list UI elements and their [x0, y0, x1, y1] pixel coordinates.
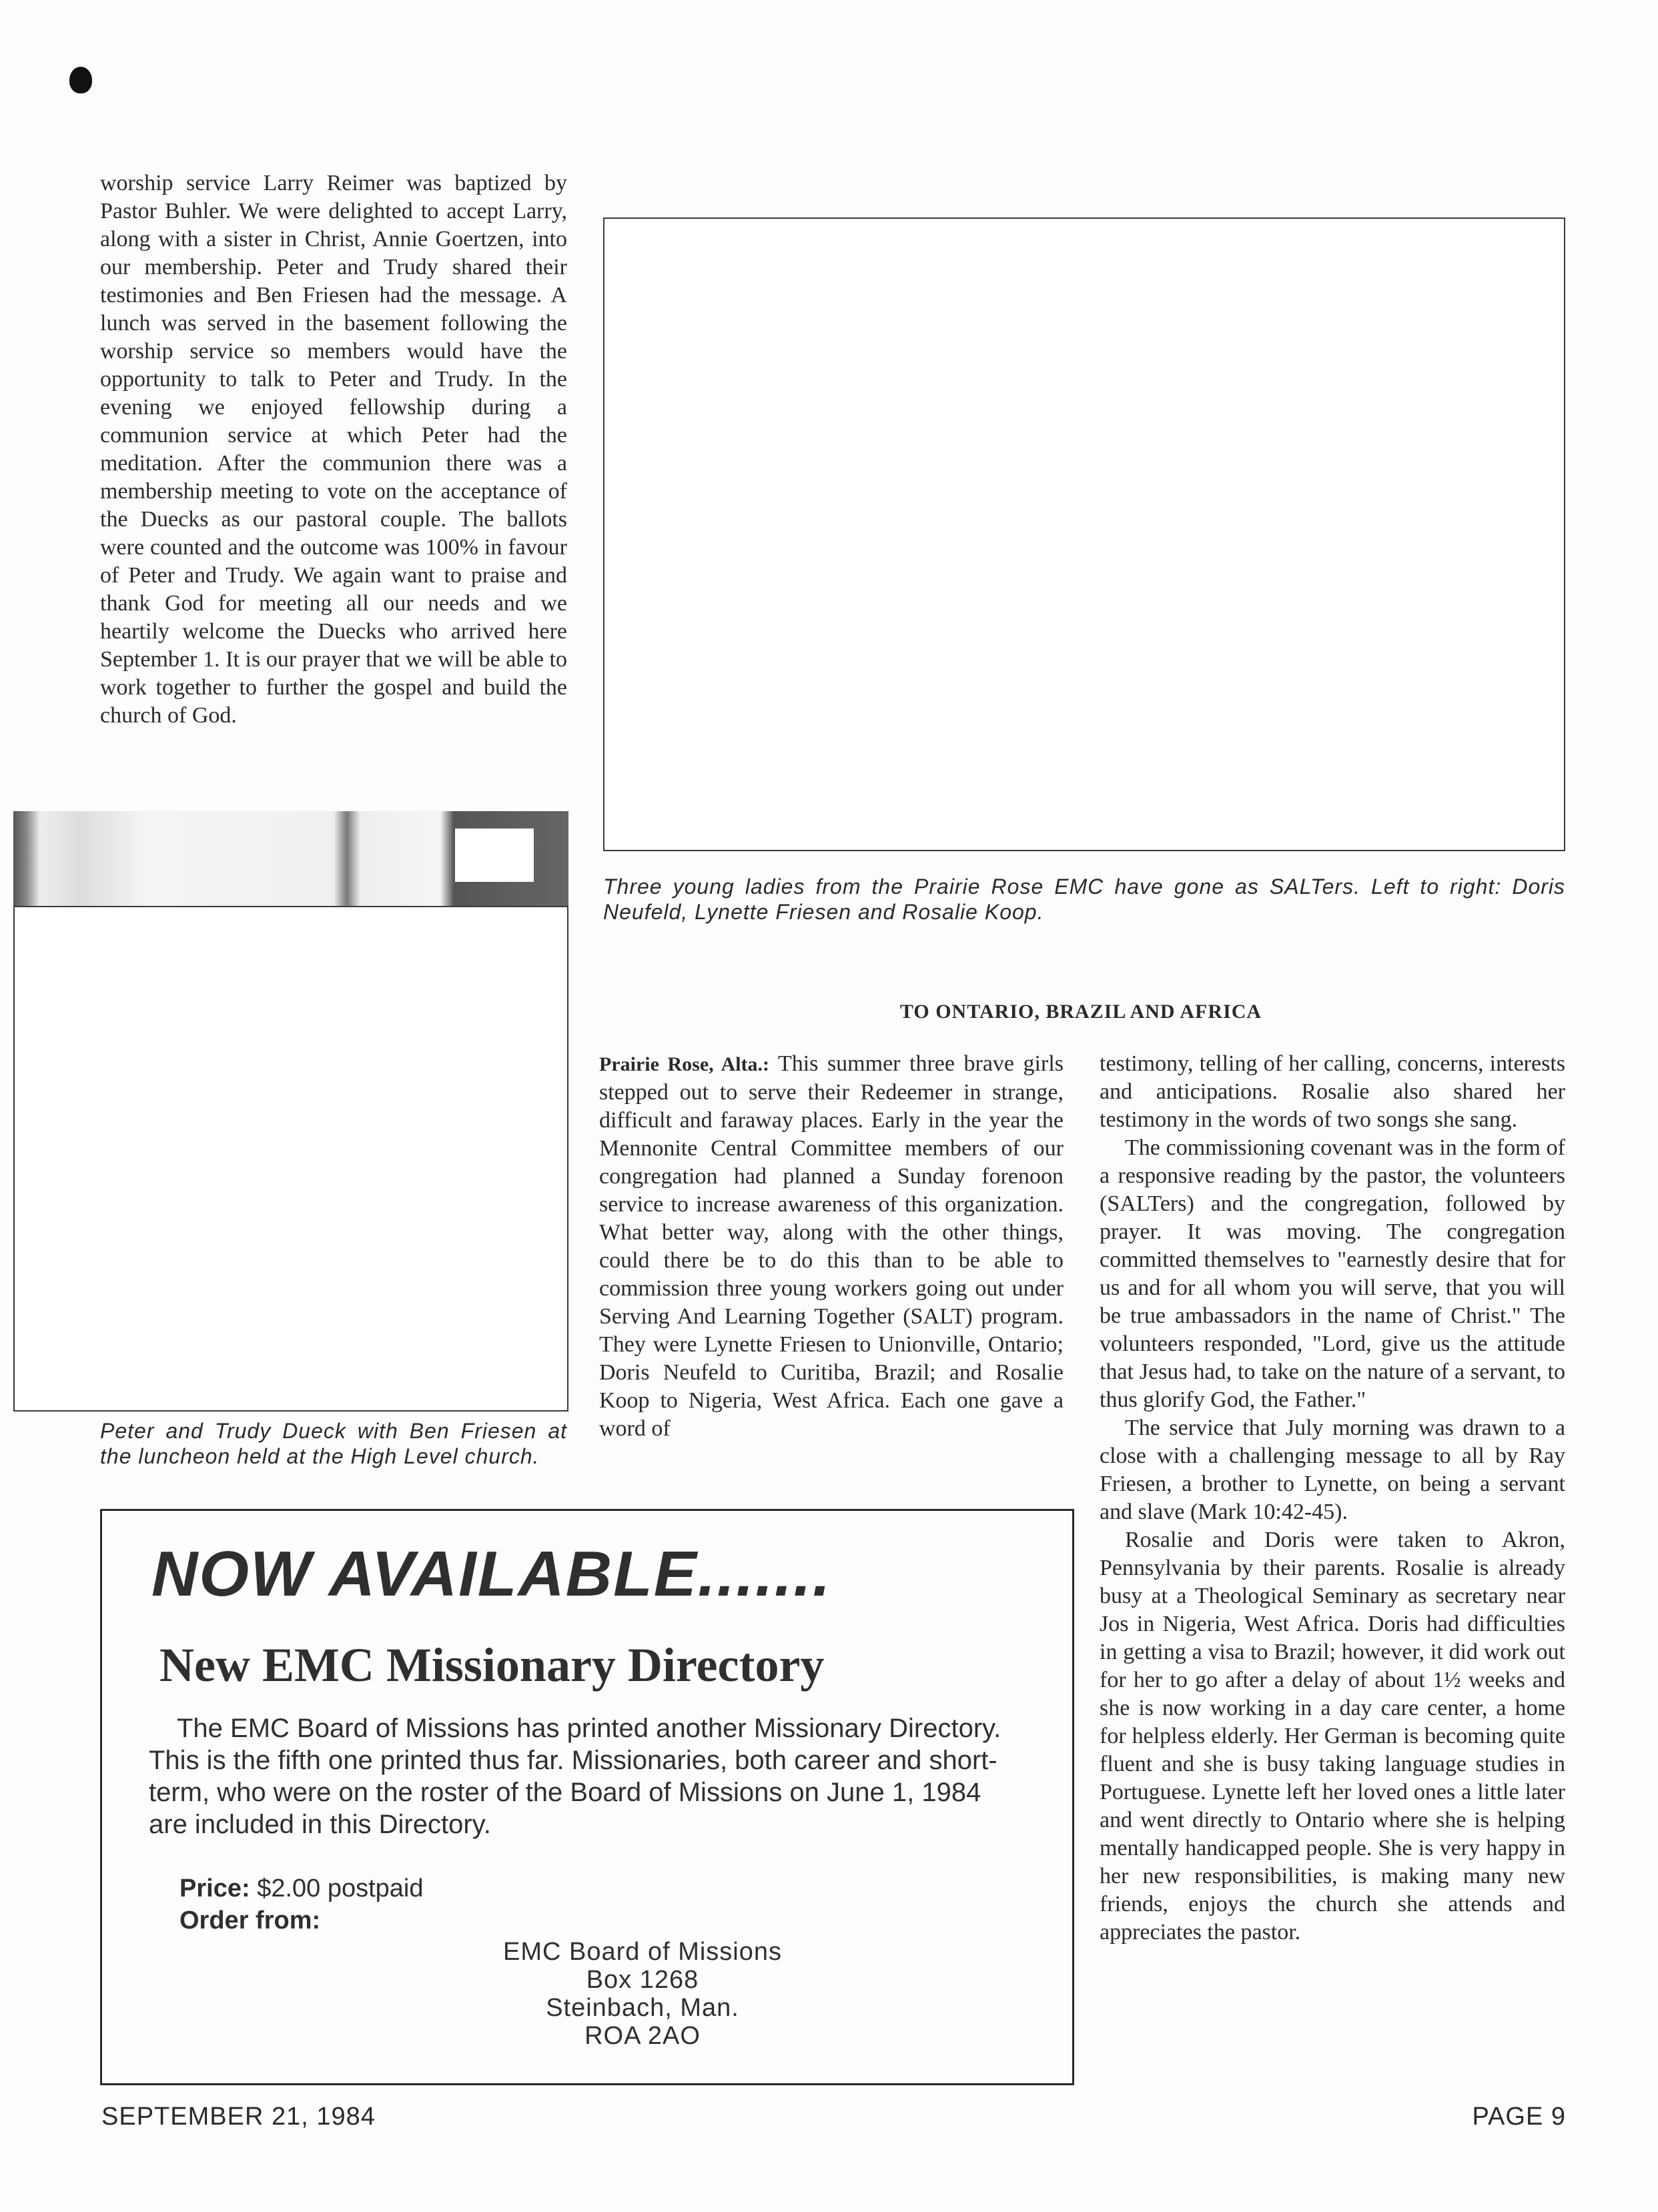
ad-address-line: ROA 2AO [584, 2022, 701, 2050]
article-col1-paragraph [599, 1050, 1064, 1443]
ad-box [100, 1509, 1074, 2085]
ad-address-line: Box 1268 [586, 1966, 699, 1994]
ad-price-label: Price: [179, 1874, 250, 1902]
photo-left-caption: Peter and Trudy Dueck with Ben Friesen at the luncheon held at the High Level church. [100, 1419, 567, 1468]
photo-left [13, 811, 568, 1412]
ad-address [409, 1938, 876, 2050]
article-col2-paragraph-1: testimony, telling of her calling, concerns, interests and anticipations. Rosalie also shared her testimony in the words of two songs she sang. [1100, 1051, 1565, 1132]
article-col2-paragraph-2: The commissioning covenant was in the form of a responsive reading by the pastor, the volunteers (SALTers) and the congregation, followed by prayer. It was moving. The congregation committed themselves to "earnestly desire that for us and for all whom you will serve, that you will be true ambassadors in the name of Christ." The volunteers responded, "Lord, give us the attitude that Jesus had, to take on the nature of a servant, to thus glorify God, the Father." [1100, 1135, 1565, 1412]
article-col2-paragraph-3: The service that July morning was drawn to a close with a challenging message to all by Ray Friesen, a brother to Lynette, on being a servant and slave (Mark 10:42-45). [1100, 1416, 1565, 1524]
photo-left-frame [13, 906, 568, 1412]
ad-price-value: $2.00 postpaid [257, 1874, 424, 1902]
article-col2-paragraph-4: Rosalie and Doris were taken to Akron, Pennsylvania by their parents. Rosalie is already busy at a Theological Seminary as secretary near Jos in Nigeria, West Africa. Doris had difficulties in getting a visa to Brazil; however, it did work out for her to go after a delay of about 1½ weeks and she is now working in a day care center, a home for helpless elderly. Her German is becoming quite fluent and she is busy taking language studies in Portuguese. Lynette left her loved ones a little later and went directly to Ontario where she is helping mentally handicapped people. She is very happy in her new responsibilities, is making many new friends, enjoys the church she attends and appreciates the pastor. [1100, 1528, 1565, 1945]
article-dateline: Prairie Rose, Alta.: [599, 1053, 770, 1075]
photo-right-caption: Three young ladies from the Prairie Rose EMC have gone as SALTers. Left to right: Doris Neufeld, Lynette Friesen and Rosalie Koop. [603, 875, 1565, 924]
article-headline: TO ONTARIO, BRAZIL AND AFRICA [899, 1001, 1262, 1023]
article-col1-text: This summer three brave girls stepped out to serve their Redeemer in strange, difficult and faraway places. Early in the year the Mennonite Central Committee members of our congregation had planned a Sunday forenoon service to increase awareness of this organization. What better way, along with the other things, could there be to do this than to be able to commission three young workers going out under Serving And Learning Together (SALT) program. They were Lynette Friesen to Unionville, Ontario; Doris Neufeld to Curitiba, Brazil; and Rosalie Koop to Nigeria, West Africa. Each one gave a word of [599, 1051, 1064, 1441]
ad-headline: NOW AVAILABLE....... [151, 1538, 832, 1610]
article-column-1 [599, 1050, 1064, 1443]
article-column-2 [1100, 1050, 1565, 1947]
ad-address-line: Steinbach, Man. [546, 1994, 739, 2022]
footer-date: SEPTEMBER 21, 1984 [101, 2103, 376, 2131]
punch-hole-mark [69, 67, 92, 93]
photo-left-white-patch [455, 828, 534, 882]
ad-price-line [179, 1874, 424, 1903]
ad-subheadline: New EMC Missionary Directory [159, 1638, 825, 1692]
ad-order-label: Order from: [179, 1906, 321, 1934]
ad-body: The EMC Board of Missions has printed another Missionary Directory. This is the fifth one printed thus far. Missionaries, both career and short-term, who were on the roster of the Board of Missions on June 1, 1984 are included in this Directory. [149, 1714, 1001, 1839]
photo-right-frame [603, 217, 1565, 851]
left-article-text [100, 169, 567, 730]
footer-page-number: PAGE 9 [1472, 2103, 1566, 2131]
ad-address-line: EMC Board of Missions [502, 1938, 782, 1966]
left-article-paragraph: worship service Larry Reimer was baptized by Pastor Buhler. We were delighted to accept Larry, along with a sister in Christ, Annie Goertzen, into our membership. Peter and Trudy shared their testimonies and Ben Friesen had the message. A lunch was served in the basement following the worship service so members would have the opportunity to talk to Peter and Trudy. In the evening we enjoyed fellowship during a communion service at which Peter had the meditation. After the communion there was a membership meeting to vote on the acceptance of the Duecks as our pastoral couple. The ballots were counted and the outcome was 100% in favour of Peter and Trudy. We again want to praise and thank God for meeting all our needs and we heartily welcome the Duecks who arrived here September 1. It is our prayer that we will be able to work together to further the gospel and build the church of God. [100, 171, 567, 728]
